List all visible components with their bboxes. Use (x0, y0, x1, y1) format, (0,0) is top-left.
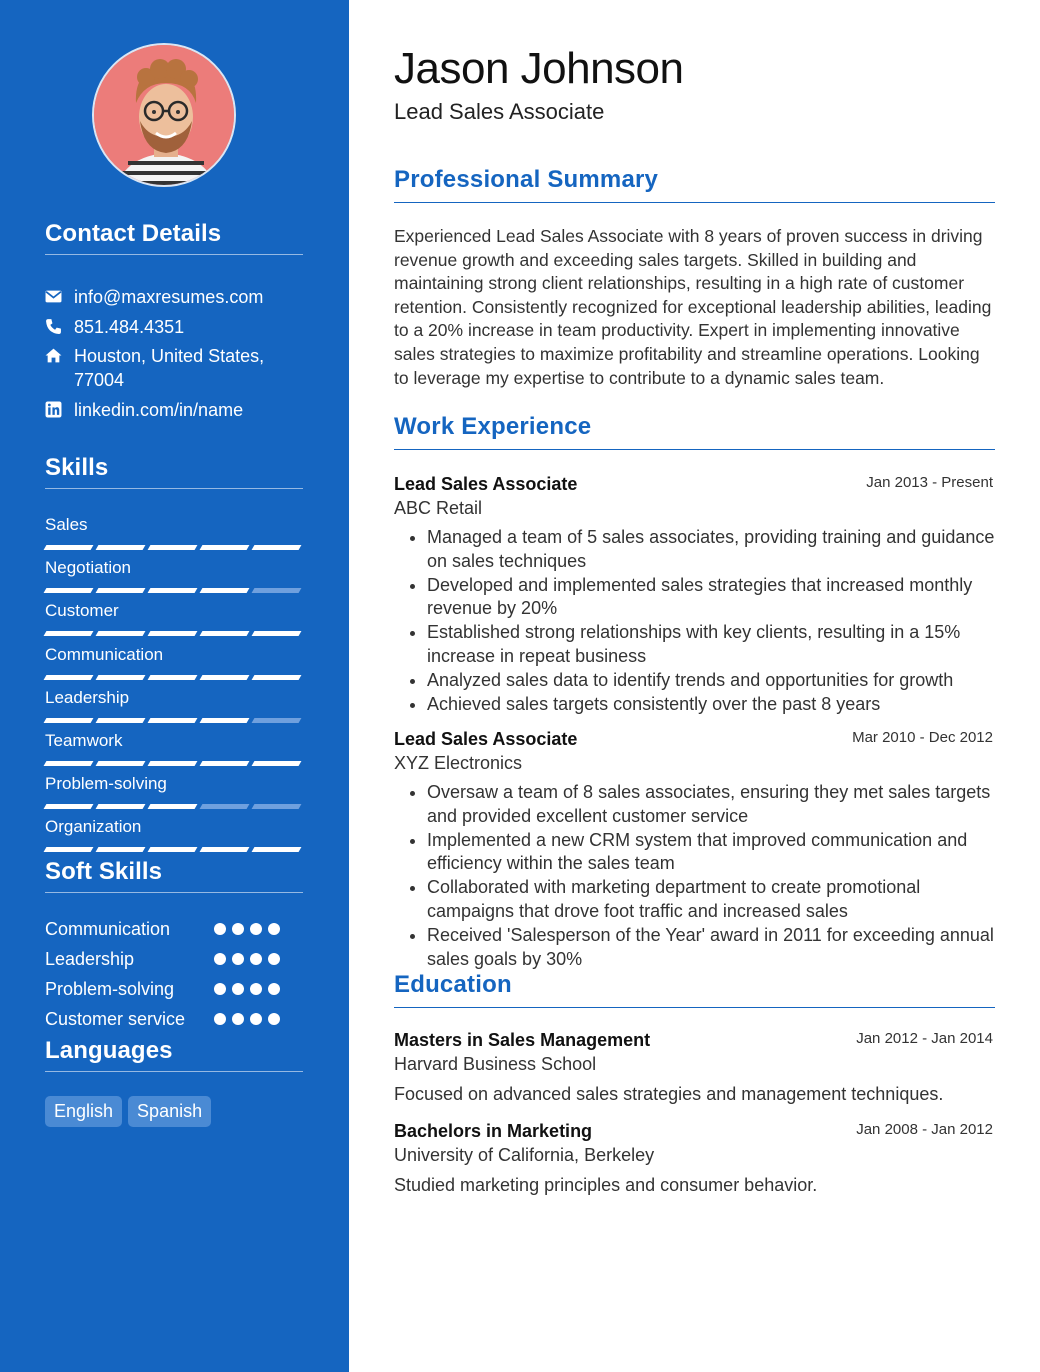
skill-level-segment (148, 761, 198, 766)
skill-level-segment (148, 545, 198, 550)
rating-dot (250, 983, 262, 995)
language-tag: Spanish (128, 1096, 211, 1127)
skill-level-segment (44, 761, 94, 766)
job-bullet: • Analyzed sales data to identify trends and opportunities for growth (427, 669, 995, 693)
skill-level-segment (96, 847, 146, 852)
rating-dot (232, 923, 244, 935)
home-icon (45, 347, 62, 364)
skill-item (45, 644, 303, 680)
soft-skill-name: Customer service (45, 1009, 186, 1029)
soft-skill-name: Communication (45, 919, 171, 939)
email-text[interactable]: info@maxresumes.com (74, 287, 264, 307)
skill-level-segment (44, 631, 94, 636)
skill-level-segment (200, 588, 250, 593)
contact-linkedin[interactable] (45, 398, 304, 422)
summary-text: Experienced Lead Sales Associate with 8 years of proven success in driving revenue growth and exceeding sales targets. Skilled in building and maintaining strong client relationships, resulting in a high rate of customer retention. Consistently recognized for exceptional leadership abilities, leading to a 20% increase in team productivity. Expert in implementing innovative sales strategies to maximize profitability and streamline operations. Looking to leverage my expertise to contribute to a dynamic sales team. (394, 226, 992, 388)
skill-level-segment (96, 631, 146, 636)
soft-skill-rating (214, 953, 280, 965)
skill-name: Customer (45, 601, 119, 620)
skill-level-segment (96, 804, 146, 809)
languages-list (45, 1096, 211, 1127)
education-heading: Education (394, 971, 995, 1008)
job-company: ABC Retail (394, 498, 483, 518)
skill-item (45, 557, 303, 593)
skill-level-segment (252, 718, 302, 723)
skill-name: Teamwork (45, 731, 123, 750)
skills-heading: Skills (45, 454, 303, 489)
candidate-name: Jason Johnson (394, 44, 684, 93)
rating-dot (250, 923, 262, 935)
education-description: Focused on advanced sales strategies and management techniques. (394, 1084, 944, 1104)
job-bullet: • Established strong relationships with key clients, resulting in a 15% increase in repeat business (427, 621, 995, 669)
job-bullet: • Received 'Salesperson of the Year' award in 2011 for exceeding annual sales goals by 30% (427, 924, 995, 972)
rating-dot (214, 923, 226, 935)
job-entry (394, 474, 995, 716)
sidebar (0, 0, 349, 1372)
languages-heading: Languages (45, 1037, 303, 1072)
soft-skill-name: Leadership (45, 949, 135, 969)
rating-dot (268, 953, 280, 965)
avatar (92, 43, 236, 187)
job-dates: Jan 2013 - Present (866, 474, 993, 491)
education-entry (394, 1030, 995, 1105)
skill-level-segment (200, 804, 250, 809)
skill-item (45, 773, 303, 809)
contact-address (45, 344, 304, 392)
skill-level-segment (96, 761, 146, 766)
job-entry (394, 729, 995, 971)
skill-level-segment (200, 675, 250, 680)
skill-level-segment (96, 545, 146, 550)
soft-skill-rating (214, 983, 280, 995)
rating-dot (214, 953, 226, 965)
skill-name: Leadership (45, 688, 130, 707)
school-name: University of California, Berkeley (394, 1145, 655, 1165)
linkedin-icon (45, 401, 62, 418)
job-bullet: • Achieved sales targets consistently over the past 8 years (427, 693, 995, 717)
skill-level-segment (200, 847, 250, 852)
experience-heading: Work Experience (394, 413, 995, 450)
skill-level-segment (252, 545, 302, 550)
skill-level-segment (96, 718, 146, 723)
skill-level-bars (45, 631, 303, 636)
phone-icon (45, 318, 62, 335)
rating-dot (268, 923, 280, 935)
education-dates: Jan 2008 - Jan 2012 (856, 1121, 993, 1138)
rating-dot (232, 953, 244, 965)
skill-name: Communication (45, 645, 164, 664)
skill-name: Organization (45, 817, 142, 836)
skill-item (45, 600, 303, 636)
degree-title: Bachelors in Marketing (394, 1121, 593, 1141)
skill-level-segment (148, 847, 198, 852)
skill-level-segment (148, 631, 198, 636)
contact-heading: Contact Details (45, 220, 303, 255)
skill-level-segment (200, 718, 250, 723)
skill-level-segment (200, 631, 250, 636)
language-tag: English (45, 1096, 122, 1127)
skill-name: Negotiation (45, 558, 132, 577)
skill-level-bars (45, 761, 303, 766)
skill-level-segment (96, 675, 146, 680)
education-entry (394, 1121, 995, 1196)
skill-item (45, 514, 303, 550)
skill-level-bars (45, 588, 303, 593)
skill-level-segment (148, 675, 198, 680)
skill-level-bars (45, 675, 303, 680)
job-bullet: • Oversaw a team of 8 sales associates, ensuring they met sales targets and provided excellent customer service (427, 781, 995, 829)
job-bullets (394, 526, 995, 716)
rating-dot (232, 983, 244, 995)
envelope-icon (45, 288, 62, 305)
soft-skill-name: Problem-solving (45, 979, 175, 999)
job-bullets (394, 781, 995, 971)
skill-level-segment (44, 588, 94, 593)
rating-dot (232, 1013, 244, 1025)
skill-level-segment (200, 545, 250, 550)
job-bullet: • Implemented a new CRM system that improved communication and efficiency within the sales team (427, 829, 995, 877)
skill-level-bars (45, 847, 303, 852)
contact-phone[interactable] (45, 315, 304, 339)
job-bullet: • Managed a team of 5 sales associates, providing training and guidance on sales techniques (427, 526, 995, 574)
skill-level-segment (252, 847, 302, 852)
education-description: Studied marketing principles and consumer behavior. (394, 1175, 818, 1195)
job-title: Lead Sales Associate (394, 729, 578, 749)
skill-level-segment (96, 588, 146, 593)
skill-level-segment (200, 761, 250, 766)
address-text: Houston, United States, 77004 (74, 346, 265, 390)
school-name: Harvard Business School (394, 1054, 597, 1074)
rating-dot (214, 983, 226, 995)
skill-item (45, 730, 303, 766)
job-company: XYZ Electronics (394, 753, 523, 773)
skill-level-segment (252, 631, 302, 636)
skill-level-segment (252, 588, 302, 593)
job-dates: Mar 2010 - Dec 2012 (852, 729, 993, 746)
skill-name: Sales (45, 515, 88, 534)
degree-title: Masters in Sales Management (394, 1030, 651, 1050)
skill-level-segment (44, 718, 94, 723)
skill-level-segment (252, 761, 302, 766)
rating-dot (250, 1013, 262, 1025)
rating-dot (214, 1013, 226, 1025)
skill-level-segment (44, 675, 94, 680)
rating-dot (268, 1013, 280, 1025)
soft-skill-rating (214, 1013, 280, 1025)
rating-dot (250, 953, 262, 965)
job-bullet: • Developed and implemented sales strategies that increased monthly revenue by 20% (427, 574, 995, 622)
skill-level-bars (45, 804, 303, 809)
skill-level-segment (148, 588, 198, 593)
skill-item (45, 816, 303, 852)
skill-level-segment (148, 804, 198, 809)
job-bullet: • Collaborated with marketing department to create promotional campaigns that drove foot traffic and increased sales (427, 876, 995, 924)
skill-item (45, 687, 303, 723)
soft-skill-rating (214, 923, 280, 935)
skill-level-segment (44, 804, 94, 809)
job-title: Lead Sales Associate (394, 474, 578, 494)
rating-dot (268, 983, 280, 995)
profile-photo-illustration (94, 45, 236, 187)
summary-heading: Professional Summary (394, 166, 995, 203)
skill-level-segment (44, 545, 94, 550)
contact-email[interactable] (45, 285, 304, 309)
skill-level-segment (44, 847, 94, 852)
linkedin-text[interactable]: linkedin.com/in/name (74, 400, 244, 420)
skill-level-bars (45, 718, 303, 723)
candidate-role: Lead Sales Associate (394, 99, 605, 124)
skill-level-segment (252, 804, 302, 809)
skill-level-segment (148, 718, 198, 723)
education-dates: Jan 2012 - Jan 2014 (856, 1030, 993, 1047)
skill-name: Problem-solving (45, 774, 167, 793)
soft-skills-heading: Soft Skills (45, 858, 303, 893)
skill-level-bars (45, 545, 303, 550)
skill-level-segment (252, 675, 302, 680)
phone-text[interactable]: 851.484.4351 (74, 317, 185, 337)
